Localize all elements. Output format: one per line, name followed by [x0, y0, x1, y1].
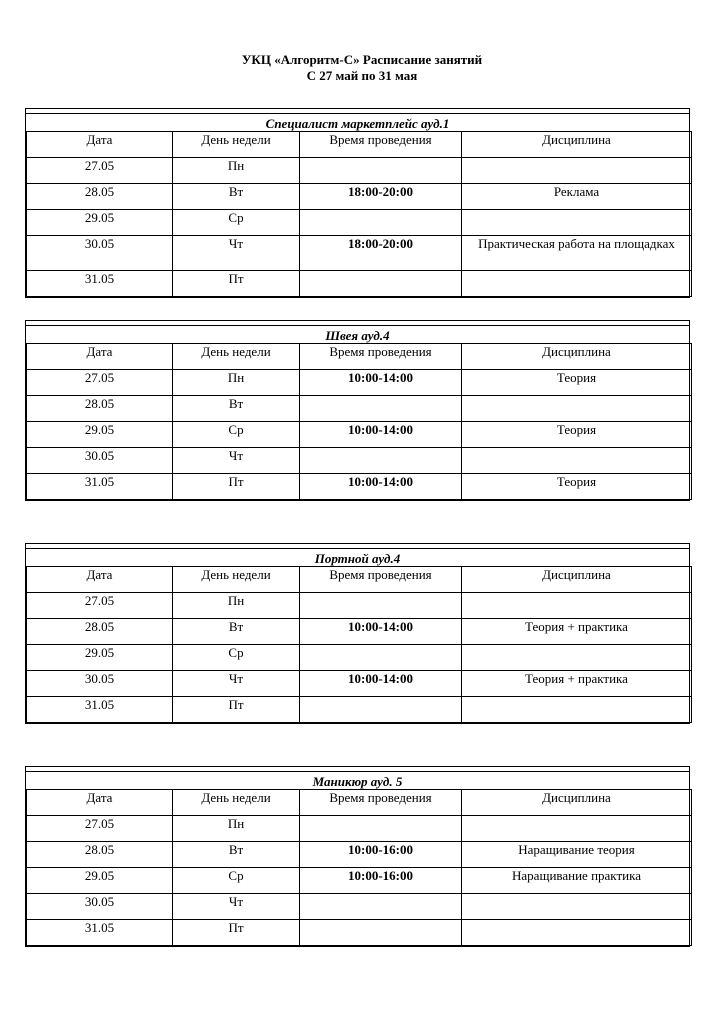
cell-subject: Теория [462, 370, 692, 396]
cell-subject: Реклама [462, 184, 692, 210]
block-title: Портной ауд.4 [26, 548, 689, 566]
cell-time [300, 448, 462, 474]
cell-subject: Наращивание практика [462, 868, 692, 894]
cell-time: 18:00-20:00 [300, 236, 462, 271]
cell-subject [462, 210, 692, 236]
cell-date: 29.05 [27, 210, 173, 236]
cell-subject [462, 271, 692, 297]
cell-subject: Теория + практика [462, 619, 692, 645]
cell-subject [462, 396, 692, 422]
column-header-day: День недели [173, 567, 300, 593]
cell-day: Чт [173, 671, 300, 697]
table-row [27, 894, 692, 920]
column-header-time: Время проведения [300, 567, 462, 593]
cell-day: Чт [173, 448, 300, 474]
column-header-subject: Дисциплина [462, 567, 692, 593]
cell-day: Ср [173, 210, 300, 236]
schedule-table [26, 566, 692, 723]
schedule-block-manicure [25, 766, 690, 947]
cell-date: 30.05 [27, 236, 173, 271]
cell-day: Пн [173, 158, 300, 184]
cell-time [300, 271, 462, 297]
cell-time: 10:00-14:00 [300, 422, 462, 448]
table-row [27, 422, 692, 448]
cell-day: Пн [173, 593, 300, 619]
column-header-day: День недели [173, 344, 300, 370]
column-header-subject: Дисциплина [462, 790, 692, 816]
cell-date: 31.05 [27, 474, 173, 500]
table-header-row [27, 567, 692, 593]
cell-day: Вт [173, 184, 300, 210]
table-row [27, 158, 692, 184]
table-row [27, 210, 692, 236]
cell-subject [462, 158, 692, 184]
schedule-block-tailor [25, 543, 690, 724]
table-row [27, 816, 692, 842]
cell-subject [462, 645, 692, 671]
table-row [27, 920, 692, 946]
cell-subject [462, 448, 692, 474]
cell-time [300, 645, 462, 671]
cell-date: 27.05 [27, 158, 173, 184]
cell-time [300, 396, 462, 422]
cell-time: 10:00-14:00 [300, 370, 462, 396]
cell-time: 10:00-16:00 [300, 842, 462, 868]
cell-time: 10:00-14:00 [300, 619, 462, 645]
table-row [27, 619, 692, 645]
block-title: Швея ауд.4 [26, 325, 689, 343]
cell-time [300, 158, 462, 184]
cell-date: 30.05 [27, 894, 173, 920]
cell-day: Вт [173, 396, 300, 422]
cell-date: 30.05 [27, 671, 173, 697]
column-header-time: Время проведения [300, 344, 462, 370]
header-title: УКЦ «Алгоритм-С» Расписание занятий [241, 52, 483, 67]
cell-day: Чт [173, 894, 300, 920]
table-row [27, 396, 692, 422]
schedule-block-marketplace [25, 108, 690, 298]
cell-day: Пт [173, 697, 300, 723]
column-header-time: Время проведения [300, 132, 462, 158]
table-header-row [27, 344, 692, 370]
column-header-day: День недели [173, 790, 300, 816]
table-row [27, 271, 692, 297]
table-row [27, 697, 692, 723]
column-header-date: Дата [27, 567, 173, 593]
cell-day: Ср [173, 422, 300, 448]
cell-day: Ср [173, 645, 300, 671]
cell-subject: Теория + практика [462, 671, 692, 697]
cell-subject [462, 816, 692, 842]
table-row [27, 671, 692, 697]
table-row [27, 236, 692, 271]
cell-day: Пт [173, 474, 300, 500]
cell-time: 18:00-20:00 [300, 184, 462, 210]
column-header-day: День недели [173, 132, 300, 158]
table-header-row [27, 132, 692, 158]
cell-date: 28.05 [27, 842, 173, 868]
column-header-date: Дата [27, 344, 173, 370]
cell-date: 27.05 [27, 816, 173, 842]
cell-date: 28.05 [27, 619, 173, 645]
schedule-block-seamstress [25, 320, 690, 501]
table-row [27, 868, 692, 894]
cell-date: 27.05 [27, 370, 173, 396]
cell-date: 30.05 [27, 448, 173, 474]
table-header-row [27, 790, 692, 816]
cell-time [300, 210, 462, 236]
cell-time [300, 593, 462, 619]
column-header-subject: Дисциплина [462, 132, 692, 158]
column-header-date: Дата [27, 132, 173, 158]
cell-time: 10:00-16:00 [300, 868, 462, 894]
column-header-time: Время проведения [300, 790, 462, 816]
cell-day: Ср [173, 868, 300, 894]
cell-day: Вт [173, 842, 300, 868]
cell-subject [462, 697, 692, 723]
cell-subject [462, 593, 692, 619]
cell-day: Пт [173, 271, 300, 297]
cell-date: 29.05 [27, 422, 173, 448]
cell-day: Чт [173, 236, 300, 271]
column-header-date: Дата [27, 790, 173, 816]
cell-time [300, 816, 462, 842]
cell-subject: Теория [462, 422, 692, 448]
header-date-range: С 27 май по 31 мая [306, 68, 418, 83]
table-row [27, 842, 692, 868]
cell-date: 31.05 [27, 271, 173, 297]
table-row [27, 645, 692, 671]
cell-day: Вт [173, 619, 300, 645]
schedule-table [26, 789, 692, 946]
document-header [0, 52, 724, 84]
table-row [27, 474, 692, 500]
cell-date: 28.05 [27, 396, 173, 422]
cell-date: 27.05 [27, 593, 173, 619]
cell-subject [462, 920, 692, 946]
cell-date: 28.05 [27, 184, 173, 210]
table-row [27, 184, 692, 210]
cell-time: 10:00-14:00 [300, 671, 462, 697]
table-row [27, 593, 692, 619]
cell-time: 10:00-14:00 [300, 474, 462, 500]
cell-day: Пн [173, 370, 300, 396]
schedule-table [26, 131, 692, 297]
cell-time [300, 697, 462, 723]
cell-day: Пт [173, 920, 300, 946]
table-row [27, 448, 692, 474]
cell-day: Пн [173, 816, 300, 842]
table-row [27, 370, 692, 396]
cell-subject: Практическая работа на площадках [462, 236, 692, 271]
schedule-table [26, 343, 692, 500]
cell-date: 31.05 [27, 697, 173, 723]
cell-subject: Наращивание теория [462, 842, 692, 868]
cell-time [300, 894, 462, 920]
column-header-subject: Дисциплина [462, 344, 692, 370]
cell-subject [462, 894, 692, 920]
cell-date: 29.05 [27, 645, 173, 671]
cell-time [300, 920, 462, 946]
cell-subject: Теория [462, 474, 692, 500]
block-title: Маникюр ауд. 5 [26, 771, 689, 789]
cell-date: 29.05 [27, 868, 173, 894]
cell-date: 31.05 [27, 920, 173, 946]
block-title: Специалист маркетплейс ауд.1 [26, 113, 689, 131]
